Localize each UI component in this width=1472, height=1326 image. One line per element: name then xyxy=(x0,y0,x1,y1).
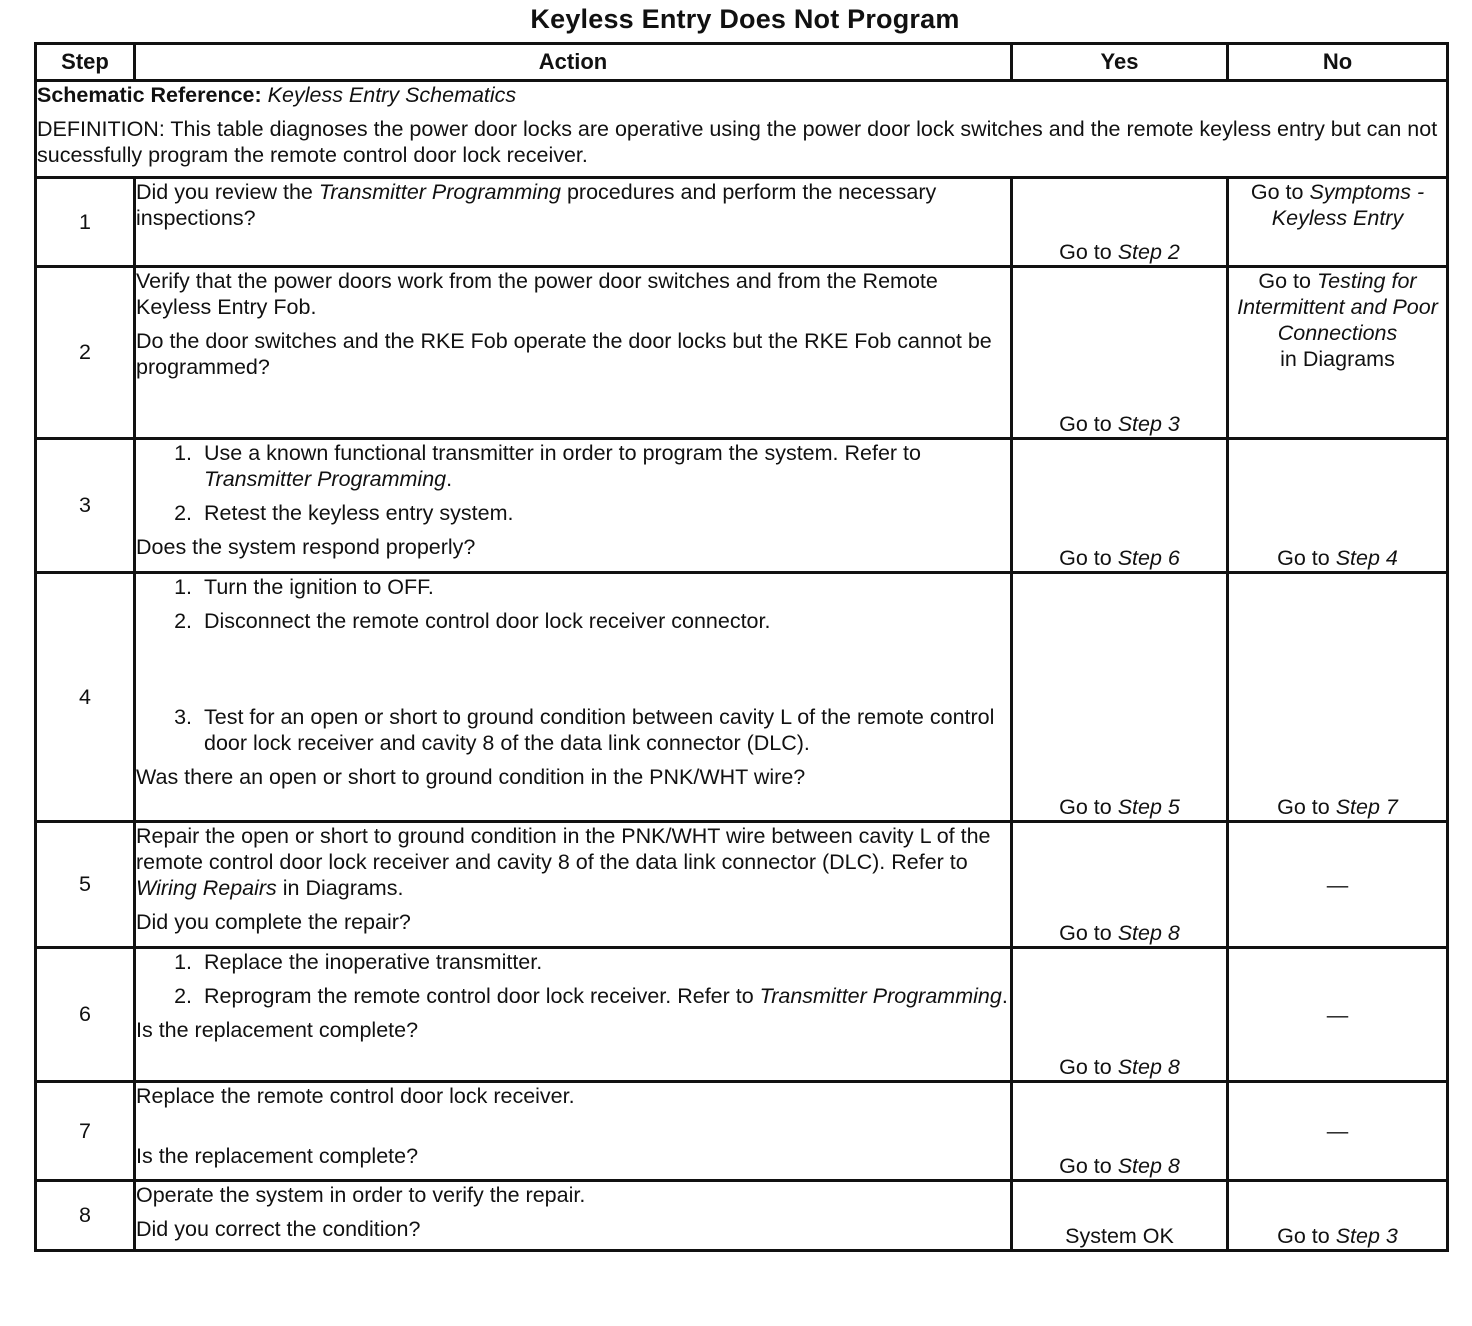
action-question: Do the door switches and the RKE Fob operate the door locks but the RKE Fob cannot be programmed? xyxy=(136,329,992,379)
table-row xyxy=(36,178,1448,267)
action-text xyxy=(136,179,1010,231)
go-to-label: Go to xyxy=(1277,546,1330,570)
reference-cell xyxy=(36,81,1448,178)
list-text: Replace the inoperative transmitter. xyxy=(204,950,543,974)
go-to-label: Go to xyxy=(1059,1154,1112,1178)
no-target[interactable]: Symptoms - Keyless Entry xyxy=(1271,180,1425,230)
list-text-part: . xyxy=(1001,984,1008,1008)
no-target-suffix: in Diagrams xyxy=(1280,347,1395,371)
action-list xyxy=(136,574,1010,756)
action-cell xyxy=(135,267,1012,439)
go-to-label: Go to xyxy=(1059,921,1112,945)
no-target[interactable]: Step 7 xyxy=(1335,795,1398,819)
yes-target[interactable]: Step 5 xyxy=(1117,795,1180,819)
list-text: Test for an open or short to ground condition between cavity L of the remote control door lock receiver and cavity 8 of the data link connector (DLC). xyxy=(204,705,995,755)
step-number: 8 xyxy=(36,1181,135,1251)
action-cell xyxy=(135,439,1012,573)
yes-cell xyxy=(1012,1181,1228,1251)
table-row xyxy=(36,573,1448,822)
go-to-label: Go to xyxy=(1277,795,1330,819)
action-question: Did you correct the condition? xyxy=(136,1217,421,1241)
step-number: 5 xyxy=(36,822,135,948)
list-item xyxy=(136,983,1010,1009)
yes-cell[interactable] xyxy=(1012,178,1228,267)
schematic-reference-link[interactable]: Keyless Entry Schematics xyxy=(267,83,517,107)
go-to-label: Go to xyxy=(1059,1055,1112,1079)
header-action: Action xyxy=(135,44,1012,81)
yes-target[interactable]: Step 2 xyxy=(1117,240,1180,264)
yes-target[interactable]: Step 8 xyxy=(1117,921,1180,945)
yes-cell[interactable] xyxy=(1012,439,1228,573)
yes-cell[interactable] xyxy=(1012,948,1228,1082)
action-text: Operate the system in order to verify the repair. xyxy=(136,1183,586,1207)
no-dash: — xyxy=(1326,1002,1349,1027)
action-cell xyxy=(135,1082,1012,1181)
table-row xyxy=(36,439,1448,573)
list-item xyxy=(136,500,1010,526)
yes-target[interactable]: Step 6 xyxy=(1117,546,1180,570)
list-number: 1. xyxy=(174,950,192,974)
list-item xyxy=(136,440,1010,492)
table-row xyxy=(36,267,1448,439)
action-text xyxy=(136,823,1010,901)
header-row xyxy=(36,44,1448,81)
list-item xyxy=(136,574,1010,600)
no-dash: — xyxy=(1326,1119,1349,1143)
yes-target[interactable]: Step 8 xyxy=(1117,1154,1180,1178)
list-number: 1. xyxy=(174,575,192,599)
list-number: 3. xyxy=(174,705,192,729)
go-to-label: Go to xyxy=(1059,240,1112,264)
action-text: Verify that the power doors work from the power door switches and from the Remote Keyless Entry Fob. xyxy=(136,269,938,319)
step-number: 6 xyxy=(36,948,135,1082)
list-number: 2. xyxy=(174,984,192,1008)
no-cell[interactable] xyxy=(1228,573,1448,822)
no-cell xyxy=(1228,822,1448,948)
action-cell xyxy=(135,178,1012,267)
action-text: Replace the remote control door lock receiver. xyxy=(136,1084,575,1108)
list-text: Turn the ignition to OFF. xyxy=(204,575,434,599)
list-item xyxy=(136,704,1010,756)
action-text-part: Did you review the xyxy=(136,180,319,204)
no-dash: — xyxy=(1326,872,1349,897)
yes-cell[interactable] xyxy=(1012,573,1228,822)
list-text: Disconnect the remote control door lock receiver connector. xyxy=(204,609,771,633)
table-row xyxy=(36,1082,1448,1181)
yes-target[interactable]: Step 3 xyxy=(1117,412,1180,436)
transmitter-programming-link[interactable]: Transmitter Programming xyxy=(318,180,561,204)
action-cell xyxy=(135,1181,1012,1251)
no-target[interactable]: Testing for Intermittent and Poor Connections xyxy=(1237,269,1438,345)
spacer xyxy=(136,1117,1010,1143)
list-number: 2. xyxy=(174,501,192,525)
list-number: 1. xyxy=(174,441,192,465)
no-cell[interactable] xyxy=(1228,178,1448,267)
action-question: Is the replacement complete? xyxy=(136,1144,419,1168)
no-cell[interactable] xyxy=(1228,1181,1448,1251)
no-cell xyxy=(1228,1082,1448,1181)
transmitter-programming-link[interactable]: Transmitter Programming xyxy=(204,467,447,491)
diagnostic-table xyxy=(34,42,1449,1252)
no-target[interactable]: Step 3 xyxy=(1335,1224,1398,1248)
step-number: 4 xyxy=(36,573,135,822)
table-row xyxy=(36,822,1448,948)
yes-cell[interactable] xyxy=(1012,1082,1228,1181)
header-no: No xyxy=(1228,44,1448,81)
list-text: Retest the keyless entry system. xyxy=(204,501,514,525)
step-number: 1 xyxy=(36,178,135,267)
yes-cell[interactable] xyxy=(1012,822,1228,948)
no-cell xyxy=(1228,948,1448,1082)
wiring-repairs-link[interactable]: Wiring Repairs xyxy=(136,876,277,900)
action-question: Did you complete the repair? xyxy=(136,910,411,934)
action-question: Does the system respond properly? xyxy=(136,535,476,559)
list-text-part: . xyxy=(446,467,453,491)
action-cell xyxy=(135,573,1012,822)
step-number: 2 xyxy=(36,267,135,439)
go-to-label: Go to xyxy=(1059,546,1112,570)
header-step: Step xyxy=(36,44,135,81)
list-number: 2. xyxy=(174,609,192,633)
list-text-part: Reprogram the remote control door lock receiver. Refer to xyxy=(204,984,760,1008)
action-question: Was there an open or short to ground condition in the PNK/WHT wire? xyxy=(136,765,806,789)
step-number: 3 xyxy=(36,439,135,573)
list-item xyxy=(136,949,1010,975)
action-question: Is the replacement complete? xyxy=(136,1018,419,1042)
page-title: Keyless Entry Does Not Program xyxy=(530,4,960,34)
table-row xyxy=(36,948,1448,1082)
list-text-part: Use a known functional transmitter in order to program the system. Refer to xyxy=(204,441,921,465)
go-to-label: Go to xyxy=(1059,412,1112,436)
yes-target[interactable]: Step 8 xyxy=(1117,1055,1180,1079)
transmitter-programming-link[interactable]: Transmitter Programming xyxy=(759,984,1002,1008)
go-to-label: Go to xyxy=(1250,180,1304,204)
table-row xyxy=(36,1181,1448,1251)
no-target[interactable]: Step 4 xyxy=(1335,546,1398,570)
yes-cell[interactable] xyxy=(1012,267,1228,439)
header-yes: Yes xyxy=(1012,44,1228,81)
spacer xyxy=(136,642,1010,704)
action-text-part: in Diagrams. xyxy=(276,876,404,900)
schematic-reference xyxy=(37,82,1446,108)
no-cell[interactable] xyxy=(1228,267,1448,439)
action-list xyxy=(136,949,1010,1009)
action-cell xyxy=(135,948,1012,1082)
go-to-label: Go to xyxy=(1258,269,1311,293)
no-cell[interactable] xyxy=(1228,439,1448,573)
go-to-label: Go to xyxy=(1059,795,1112,819)
definition-text: DEFINITION: This table diagnoses the power door locks are operative using the power door lock switches and the remote keyless entry but can not sucessfully program the remote control door lock receiver. xyxy=(37,117,1438,167)
go-to-label: Go to xyxy=(1277,1224,1330,1248)
reference-row xyxy=(36,81,1448,178)
list-text xyxy=(204,440,1010,492)
action-text-part: procedures and perform the necessary inspections? xyxy=(136,180,937,230)
action-cell xyxy=(135,822,1012,948)
action-text-part: Repair the open or short to ground condition in the PNK/WHT wire between cavity L of the remote control door lock receiver and cavity 8 of the data link connector (DLC). Refer to xyxy=(136,824,991,874)
step-number: 7 xyxy=(36,1082,135,1181)
list-text xyxy=(204,983,1010,1009)
action-list xyxy=(136,440,1010,526)
list-item xyxy=(136,608,1010,634)
system-ok: System OK xyxy=(1065,1224,1174,1248)
schematic-reference-label: Schematic Reference: xyxy=(37,83,262,107)
